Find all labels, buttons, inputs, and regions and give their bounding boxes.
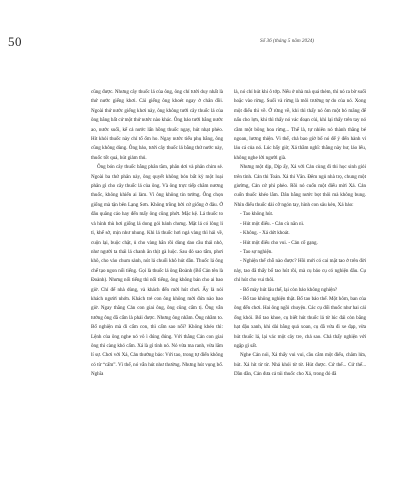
right-paragraph: là, nó chỉ hút khi ô tớp. Nếu ở nhà mà quá thèm, thì nó ra bờ suối hoặc vào rừng. Suối và rừng là môi trường tự do của nó. Xong một điếu thì về. Ở rừng về, khi thì thấy nó ôm một bó măng đế nấu cho lợn, khi thì thấy nó vác đoạn củi, khi lại thấy trên tay nó cầm một bông hoa rừng... Thế là, tự nhiên nó thành thằng bé ngoan, lương thiện. Vì thế, chả bao giờ bố nó để ý đến hành vi láu cá của nó. Lúc bấy giờ, Xá thầm nghĩ: thằng này hư, láo lếu, không nghe lời người già. bbox=[234, 89, 366, 161]
right-paragraph: - Hút một điếu cho vui. - Cản cố gạng. bbox=[240, 239, 318, 246]
page-number: 50 bbox=[8, 34, 22, 49]
right-paragraph: Nhưng một dịp, Dịp ấy, Xá với Cản cùng đi thi học sinh giỏi trên tỉnh. Cản thi Toán. Xá thi Văn. Đêm ngủ nhà trọ, chung một giường, Cản cứ phì phèo. Rồi nó cuốn một điếu mời Xá. Cản cuốn thuốc khéo lắm. Dân bằng nước bọt thôi mà không bung. Nhìn điếu thuốc dài cỡ ngón tay, hình con sâu kèn, Xá bảo: bbox=[234, 164, 366, 208]
left-paragraph: cũng được. Nhưng cây thuốc lá của ông, ông chỉ tưới duy nhất là thứ nước giếng khơi. Cái giếng ông khoét ngay ở chân đồi. Ngoài thứ nước giếng khơi này, ông không tưới cây thuốc lá của ông bằng bất cứ một thứ nước nào khác. Ông bảo tưới bằng nước ao, nước suối, kể cả nước lấn hồng thuốc ngay, hút nhạt phèo. Hít khói thuốc này chỉ tổ ốm ho. Ngay nước tiểu phụ bằng, ông cũng không dùng. Ông bảo, tưới cây thuốc lá bằng thứ nước này, thuốc tốt quá, hút giảm thủ. bbox=[91, 89, 223, 161]
right-paragraph: Nghe Cản nói, Xá thấy vui vui, cầu cắm một điếu, châm lửa, hút. Xá hít từ từ. Nhả khói từ từ. Hút được. Cứ thế... Cứ thế... Dần dần, Cản đưa cả túi thuốc cho Xá, trong đó đã bbox=[234, 352, 366, 378]
right-paragraph: - Nghiện thế chỗ nào được? Hồi mới có cai mặt tao ở trên đời này, tao đã thấy bố tao hút rồi, mà cụ bảo cụ có nghiện đâu. Cụ chỉ hút cho vui thôi. bbox=[234, 258, 366, 284]
left-column bbox=[91, 88, 223, 450]
right-paragraph: - Bố tao không nghiện thật. Bố tao bảo thế. Một hôm, ban của ông đến chơi. Hai ông ngồi chuyện. Các cụ đối thuốc như hai cái ống khói. Bố tao khoe, cụ biết hút thuốc lá từ lúc đái còn bắng hạt đậu xanh, khi dài bằng quả xoan, cụ đã vứa đi xe đạp, vừa hút thuốc lá, lại vác một cây tre, chả sao. Chả thấy nghiện với ngập gì sất. bbox=[234, 295, 366, 349]
right-column bbox=[234, 88, 366, 450]
issue-header: Số 36 (tháng 5 năm 2024) bbox=[260, 38, 315, 44]
right-paragraph: - Bố mày hút lâu thế, lại còn bảo không nghiện? bbox=[240, 286, 338, 293]
left-paragraph: Ông bón cây thuốc bằng phân tằm, phân dơi và phân chim sẻ. Ngoài ba thứ phân này, ông quyết không bón bất kỳ một loại phân gì cho cây thuốc lá của ông. Và ông trực tiếp chăm nương thuốc, không khiến ai làm. Vì ông không tin tưởng. Ông chọn giống mà tận bên Lạng Sơn. Không trồng bởi cứ giống ở đâu. Ở đâu quãng cáo hay đến mấy ông cũng phớt. Mặc kệ. Lá thuốc to và hình thù hơi giống lá dong gói bánh chưng. Mặt lá có lông li tỉ, khế sờ, mịn như nhung. Khi lá thuốc hơi ngả vàng thì hái về, cuộn lại, buộc chặt, ủ cho vàng hẳn rồi dùng dao cầu thái nhỏ, như người ta thái lá chanh ăn thịt gà luộc. Sau đó sao tẩm, phơi khô, cho vào chum sành, nút lá chuối khô hút dần. Thuốc lá ông chế tạo ngon nổi tiếng. Gọi là thuốc lá ông Đoành (Bố Cản tên là Đoành). Nhưng nổi tiếng thì nổi tiếng, ông không bán cho ai bao giờ. Chỉ để nhà dùng, và khách đến mời hút chơi. Ấy là nói khách người nhớn. Khách trẻ con ông không mời đứa nào bao giờ. Ngay thằng Cản con giai ông, ông cũng cấm tị. Ông vẫn tướng ông đã cấm là phải được. Nhưng ông nhầm. Ông nhầm to. Bố nghiện mà đi cấm con, thì cấm sao nổi? Không khéo thì: Lệnh của ông nghe nó vô ì đúng đúng. Với thằng Cản con giai ông thì càng khó cấm. Xá là gì tình nó. Nó vừa ma ranh, vừa lắm lí sự. Chơi với Xá, Cản thường bảo: Với tao, trong tự điển không có từ “cấm”. Vì thế, nó vẫn hút như thường. Nhưng hút vụng bố. Nghĩa bbox=[91, 164, 223, 378]
right-paragraph: - Tao không hút. bbox=[240, 211, 274, 218]
right-paragraph: - Hút một điếu. - Cản cù nằn nì. bbox=[240, 220, 305, 227]
right-paragraph: - Tao sợ nghiện. bbox=[240, 248, 273, 255]
right-paragraph: - Không. - Xá dứt khoát. bbox=[240, 230, 290, 237]
